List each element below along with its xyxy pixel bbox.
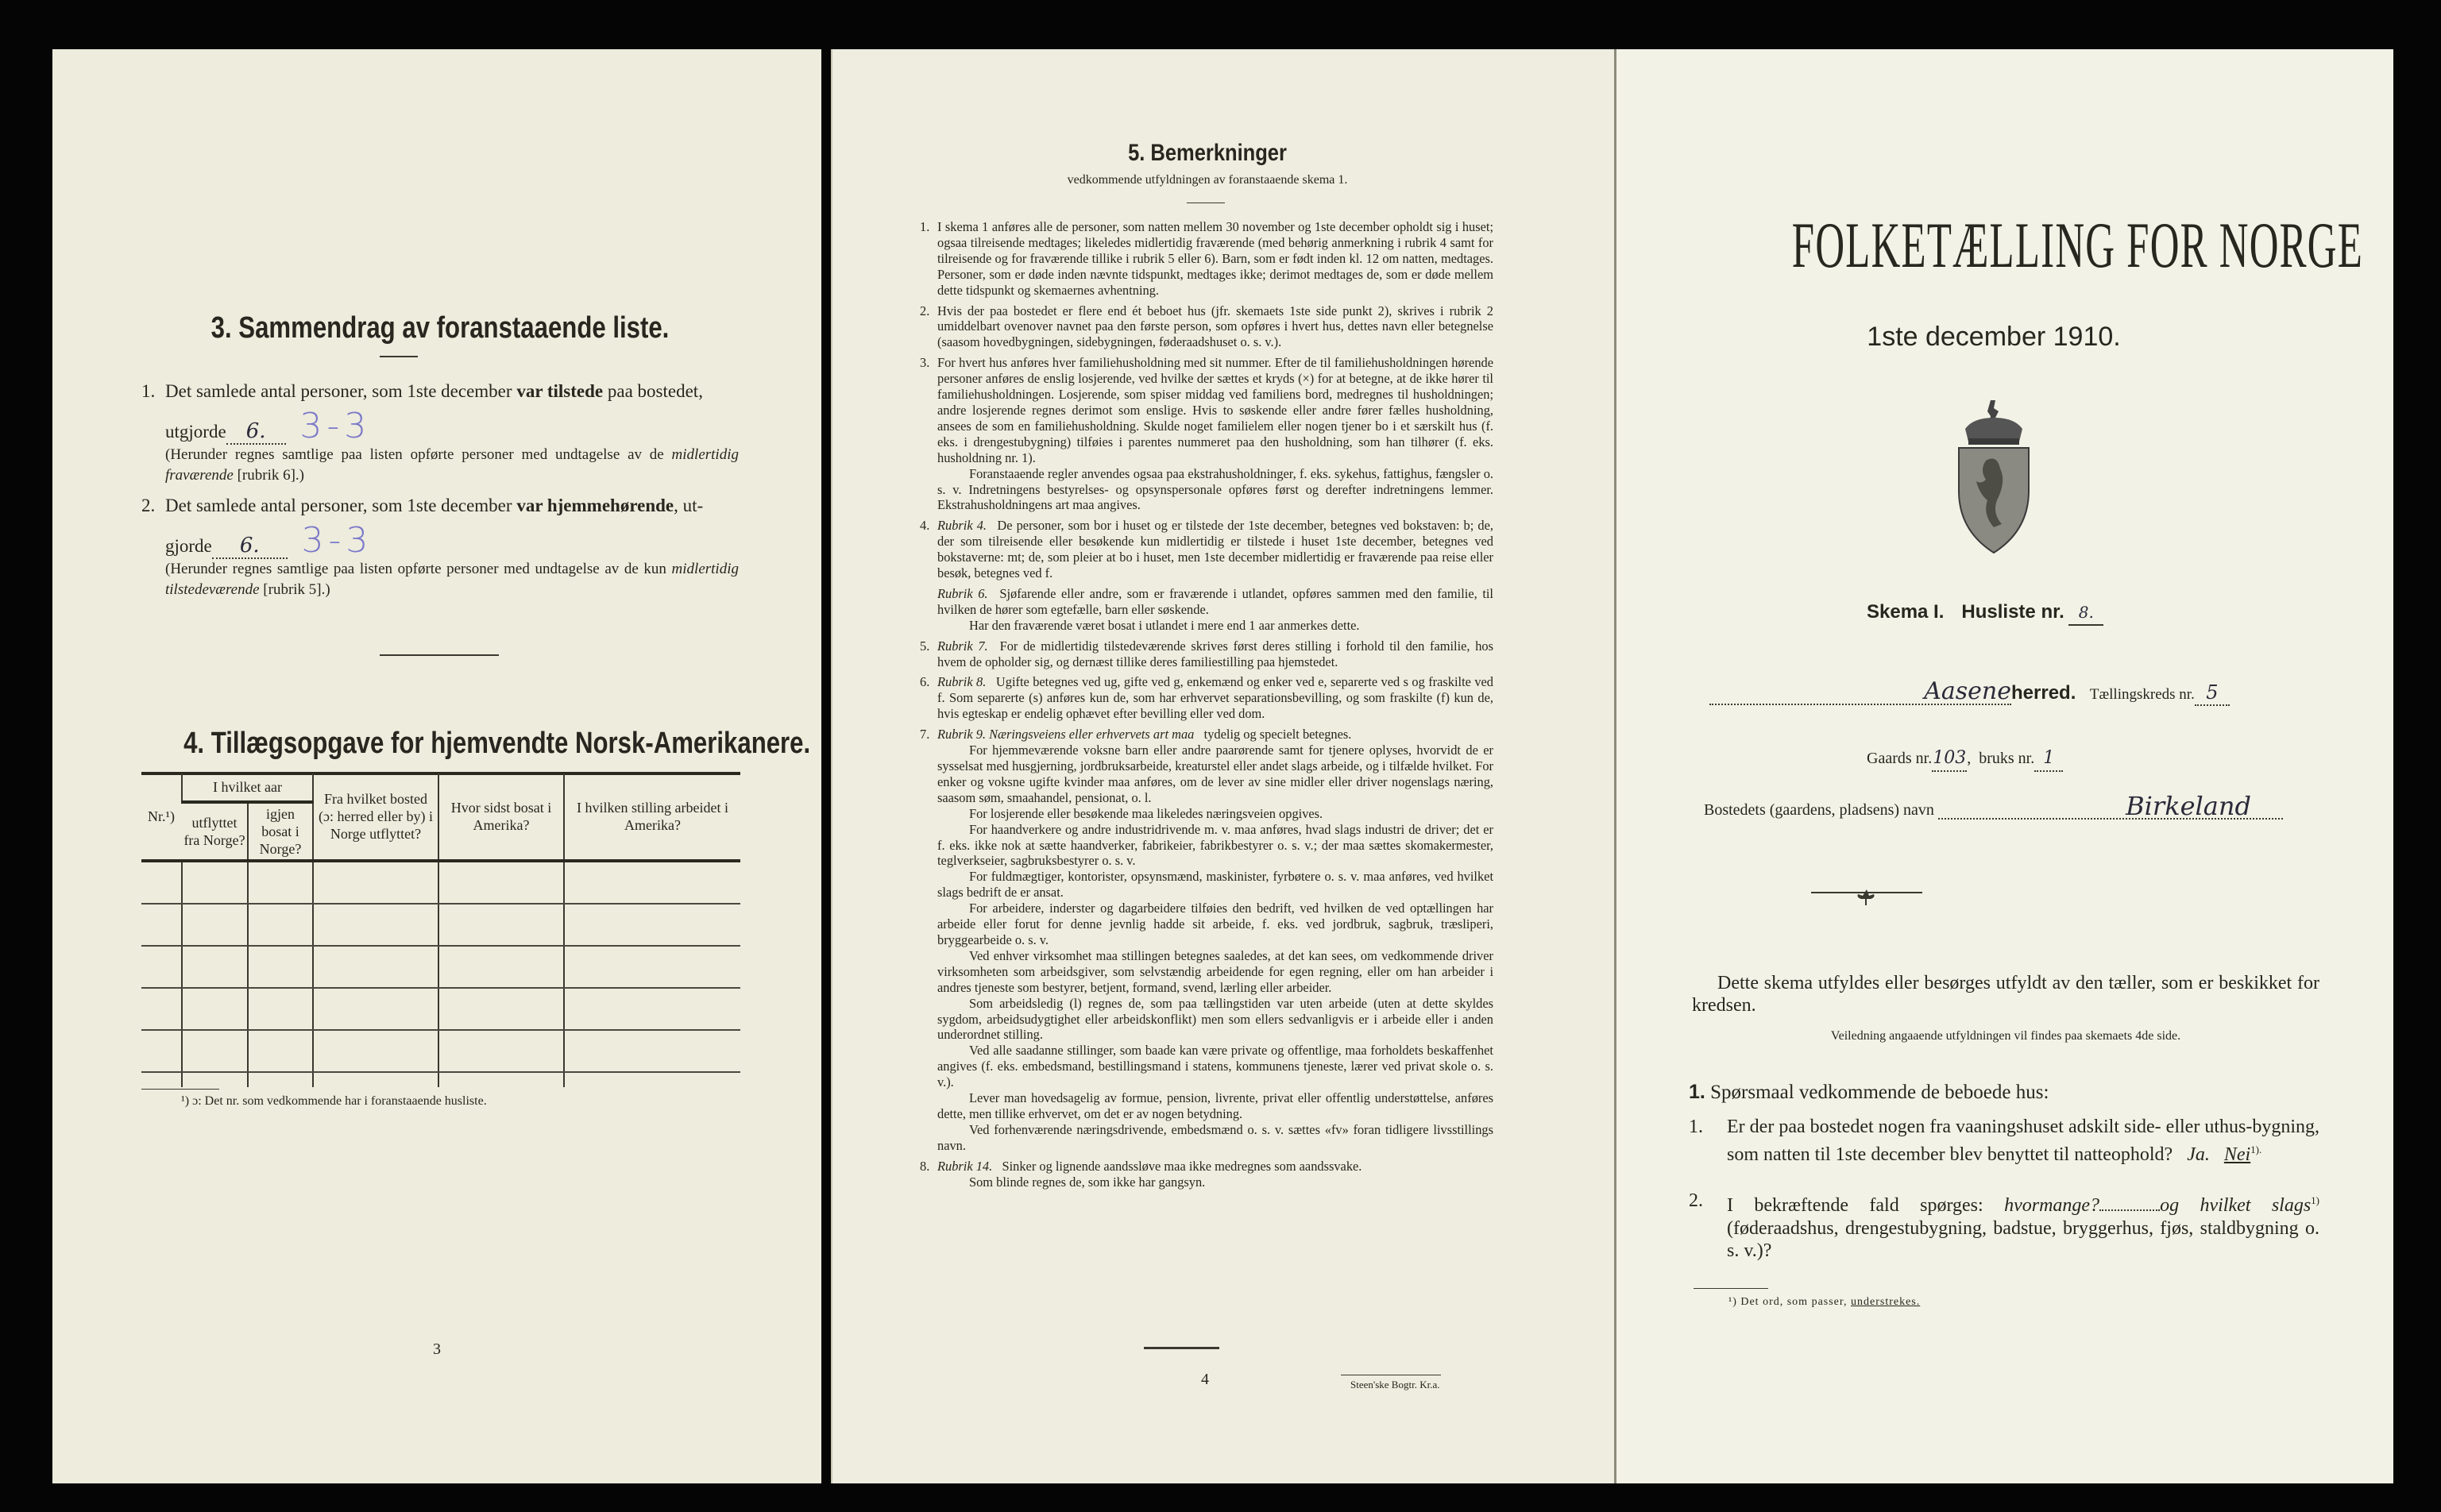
questions-heading	[1689, 1080, 2049, 1105]
table-cell[interactable]	[248, 904, 313, 946]
remark-text: For de midlertidig tilstedeværende skrives først deres stilling i forhold til den familie, hos hvem de opholder sig, og dernæst tillike deres familiestilling paa hjemstedet.	[937, 638, 1494, 669]
remark-label: Rubrik 4.	[937, 518, 987, 534]
census-title: FOLKETÆLLING FOR NORGE	[1791, 209, 2364, 281]
item-text: Det samlede antal personer, som 1ste december	[165, 381, 517, 401]
remark-paragraph: Ved alle saadanne stillinger, som baade kan være private og offentlige, maa forholdets beskaffenhet angives (f. eks. embedsmand, bestillingsmand i statens, kommunens tjeneste, lærer ved privat skole o. s. v.).	[937, 1043, 1493, 1090]
remark-item	[920, 518, 1493, 633]
col-from: Fra hvilket bosted (ɔ: herred eller by) i Norge utflyttet?	[313, 773, 438, 861]
fill-label: gjorde	[165, 536, 212, 556]
remarks-subtitle: vedkommende utfyldningen av foranstaaende skema 1.	[1067, 173, 1348, 187]
norwegian-americans-table	[141, 773, 740, 1087]
table-cell[interactable]	[182, 904, 248, 946]
remark-label: Rubrik 7.	[937, 638, 988, 654]
page-number: 3	[433, 1340, 441, 1358]
skema-line	[1867, 600, 2103, 626]
table-cell[interactable]	[141, 988, 182, 1030]
section-3-title: 3. Sammendrag av foranstaaende liste.	[210, 311, 670, 345]
item-text: Det samlede antal personer, som 1ste december	[165, 496, 517, 515]
summary-item-1	[141, 380, 739, 486]
question-number: 1.	[1689, 1117, 1703, 1137]
remark-text: I skema 1 anføres alle de personer, som natten mellem 30 november og 1ste december opholdt sig i huset; ogsaa tilreisende medtages; likeledes midlertidig fraværende (med behørig anmerkning i rubrik 4 samt for tilreisende og for fraværende tillike i rubrik 5 eller 6). Barn, som er født inden kl. 12 om natten, medtages. Personer, som er døde inden nævnte tidspunkt, medtages ikke; derimot medtages de, som er døde mellem dette tidspunkt og skemaernes avhentning.	[937, 219, 1493, 298]
table-row	[141, 988, 740, 1030]
coat-of-arms-icon	[1954, 397, 2034, 556]
table-cell[interactable]	[141, 904, 182, 946]
herred-field[interactable]: Aasene	[1709, 680, 2011, 705]
remark-item	[920, 674, 1493, 722]
table-cell[interactable]	[248, 946, 313, 988]
table-cell[interactable]	[182, 1030, 248, 1072]
how-many-field[interactable]	[2099, 1195, 2160, 1211]
remark-paragraph: Ved enhver virksomhet maa stillingen betegnes saaledes, at det kan sees, om vedkommende driver virksomheten som arbeidsgiver, som selvstændig arbeidende for egen regning, eller om han arbeider i andres tjeneste som bestyrer, betjent, formand, svend, lærling eller arbeider.	[937, 947, 1493, 995]
col-back: igjen bosat i Norge?	[248, 802, 313, 861]
divider	[1144, 1347, 1219, 1349]
table-cell[interactable]	[313, 904, 438, 946]
divider	[380, 356, 418, 357]
bruks-number-field[interactable]: 1	[2034, 746, 2063, 772]
present-count-field[interactable]: 6.	[226, 419, 286, 445]
remark-number: 6.	[920, 674, 930, 690]
remark-paragraph: Har den fraværende været bosat i utlandet i mere end 1 aar anmerkes dette.	[969, 617, 1360, 633]
remark-paragraph: For arbeidere, inderster og dagarbeidere tilføies den bedrift, ved hvilken de ved optællingen har arbeide eller forut for denne jevnlig hadde sit arbeide, f. eks. ved jordbruk, sagbruk, træsliperi, bryggearbeide o. s. v.	[937, 901, 1493, 947]
table-cell[interactable]	[182, 861, 248, 904]
intro-text: Dette skema utfyldes eller besørges utfyldt av den tæller, som er beskikket for kredsen.	[1692, 973, 2319, 1016]
gaards-line: Gaards nr.103, bruks nr. 1	[1867, 746, 2063, 772]
remark-paragraph: For hjemmeværende voksne barn eller andre paarørende samt for tjenere oplyses, hvorvidt de er sysselsat med husgjerning, jordbruksarbeide, kreaturstel eller andet slags arbeide, og i tilfælde hvilket. For enker og voksne ugifte kvinder maa anføres, om de lever av sine midler eller driver nogenslags næring, saasom søm, smaahandel, pensionat, o. l.	[937, 742, 1493, 805]
table-cell[interactable]	[313, 946, 438, 988]
remark-paragraph: Som blinde regnes de, som ikke har gangsyn.	[969, 1174, 1206, 1190]
table-cell[interactable]	[182, 946, 248, 988]
table-cell[interactable]	[141, 1030, 182, 1072]
section-4-title: 4. Tillægsopgave for hjemvendte Norsk-Amerikanere.	[183, 727, 811, 760]
table-cell[interactable]	[564, 904, 740, 946]
husliste-label: Husliste nr.	[1961, 601, 2064, 623]
item-text-bold: var tilstede	[516, 381, 604, 401]
remark-paragraph: Rubrik 6. Sjøfarende eller andre, som er fraværende i utlandet, opføres sammen med den familie, til hvilken de hører som egtefælle, barn eller søskende.	[937, 585, 1493, 617]
kreds-number-field[interactable]: 5	[2195, 681, 2230, 706]
remark-paragraph: For haandverkere og andre industridrivende m. v. maa anføres, hvad slags industri de driver; det er f. eks. ikke nok at sætte haandverker, fabrikeier, fabrikbestyrer o. s. v.; der maa sættes skomakermester, teglverkseier, sagbruksbestyrer o. s. v.	[937, 821, 1493, 869]
item-note: (Herunder regnes samtlige paa listen opførte personer med undtagelse av de midlertidig fraværende [rubrik 6].)	[165, 446, 739, 484]
col-out: utflyttet fra Norge?	[183, 815, 245, 848]
col-group-year: I hvilket aar	[182, 773, 313, 802]
page-3	[52, 49, 821, 1483]
remark-label: Rubrik 8.	[937, 674, 987, 690]
table-cell[interactable]	[182, 988, 248, 1030]
col-job: I hvilken stilling arbeidet i Amerika?	[564, 773, 740, 861]
item-number: 1.	[141, 381, 156, 401]
table-cell[interactable]	[313, 861, 438, 904]
question-text: Er der paa bostedet nogen fra vaaningshuset adskilt side- eller uthus-bygning, som natten til 1ste december blev benyttet til natteophold?	[1727, 1117, 2319, 1165]
remark-number: 8.	[920, 1158, 930, 1174]
item-text: paa bostedet,	[603, 381, 703, 401]
herred-label: herred.	[2011, 682, 2076, 704]
bosted-line	[1704, 791, 2283, 822]
col-nr: Nr.¹)	[148, 808, 175, 824]
remark-paragraph: Lever man hovedsagelig av formue, pension, livrente, privat eller offentlig understøttelse, anføres dette, men tillike erhvervet, om det er av nogen betydning.	[937, 1090, 1493, 1121]
section-title: Spørsmaal vedkommende de beboede hus:	[1710, 1082, 2049, 1103]
remark-item	[920, 303, 1493, 351]
table-cell[interactable]	[564, 988, 740, 1030]
table-cell[interactable]	[438, 946, 564, 988]
remark-number: 2.	[920, 303, 930, 318]
census-date: 1ste december 1910.	[1867, 322, 2121, 352]
remark-text: For hvert hus anføres hver familiehusholdning med sit nummer. Efter de til familiehusholdningen hørende personer anføres de enslig losjerende, ved hvilke der sættes et kryds (×) for at betegne, at de ikke hører til familiehusholdningen. Losjerende, som spiser middag ved familiens bord, medregnes til husholdningen; andre losjerende regnes derimot som enslige. Hvis to søskende eller andre fører fælles husholdning, ansees de som en familiehusholdning. Skulde noget familielem eller nogen tjener bo i et særskilt hus (f. eks. i drengestubygning) tilføies i parentes nummeret paa den husholdning, som han tilhører (f. eks. husholdning nr. 1).	[937, 355, 1493, 465]
question-number: 2.	[1689, 1190, 1703, 1211]
footnote: ¹) Det ord, som passer, understrekes.	[1728, 1296, 1921, 1308]
remark-number: 7.	[920, 727, 930, 742]
remark-text: Ugifte betegnes ved ug, gifte ved g, enkemænd og enker ved e, separerte ved s og fraskilte ved f. Som separerte (s) anføres kun de, som har erhvervet separationsbevilling, og som fraskilte (f) kun de, hvis egteskap er endelig ophævet efter bevilling eller ved dom.	[937, 674, 1493, 722]
table-cell[interactable]	[248, 861, 313, 904]
remark-label: Rubrik 9. Næringsveiens eller erhvervets art maa	[937, 727, 1195, 742]
table-cell[interactable]	[438, 904, 564, 946]
fill-label: utgjorde	[165, 422, 226, 442]
remark-text: De personer, som bor i huset og er tilstede der 1ste december, betegnes ved bokstaven: b; de, der som tilreisende eller besøkende kun midlertidig er tilstede i huset 1ste december, betegnes ved bokstaverne: mt; de, som pleier at bo i huset, men 1ste december midlertidig er fraværende paa reise eller besøk, betegnes ved f.	[937, 518, 1493, 581]
table-cell[interactable]	[564, 946, 740, 988]
gaards-number-field[interactable]: 103	[1932, 746, 1967, 772]
table-cell[interactable]	[141, 861, 182, 904]
footnote-rule	[1694, 1288, 1768, 1289]
remark-label: Rubrik 14.	[937, 1158, 993, 1174]
remark-paragraph: Som arbeidsledig (l) regnes de, som paa tællingstiden var uten arbeide (uten at dette skyldes sygdom, arbeidsudygtighet eller arbeidskonflikt) men som ellers sedvanligvis er i arbeide eller i anden underordnet stilling.	[937, 995, 1493, 1043]
remark-paragraph: For losjerende eller besøkende maa likeledes næringsveien opgives.	[969, 805, 1323, 821]
table-cell[interactable]	[141, 946, 182, 988]
remark-number: 4.	[920, 518, 930, 534]
remark-text: Hvis der paa bostedet er flere end ét beboet hus (jfr. skemaets 1ste side punkt 2), skrives i rubrik 2 umiddelbart ovenover navnet paa den første person, som opføres i hvert hus, dettes navn eller betegnelse (saasom hovedbygningen, sidebygningen, føderaadshuset o. s. v.).	[937, 303, 1493, 350]
table-cell[interactable]	[438, 1030, 564, 1072]
table-cell[interactable]	[248, 988, 313, 1030]
gaards-label: Gaards nr.	[1867, 750, 1933, 767]
remark-number: 5.	[920, 638, 930, 654]
summary-item-2	[141, 494, 739, 600]
kreds-label: Tællingskreds nr.	[2089, 686, 2195, 703]
footnote-rule	[141, 1089, 219, 1090]
item-text: , ut-	[674, 496, 704, 515]
col-where: Hvor sidst bosat i Amerika?	[438, 773, 564, 861]
remark-item	[920, 727, 1493, 1153]
remark-paragraph: Foranstaaende regler anvendes ogsaa paa ekstrahusholdninger, f. eks. sykehus, fattighus, fængsler o. s. v. Indretningens bestyrelses- og opsynspersonale opføres først og derefter indretningens lemmer. Ekstrahusholdningens art maa angives.	[937, 465, 1493, 513]
remark-item	[920, 1159, 1493, 1190]
remark-item	[920, 219, 1493, 299]
table-row	[141, 1030, 740, 1072]
table-cell[interactable]	[438, 861, 564, 904]
question-2: 2. I bekræftende fald spørges: hvormange? og hvilket slags$^{1)}$ (føderaadshus, drengestubygning, badstue, bryggerhus, fjøs, staldbygning o. s. v.)?	[1689, 1190, 2320, 1261]
table-row	[141, 861, 740, 904]
table-cell[interactable]	[438, 988, 564, 1030]
bosted-label: Bostedets (gaardens, pladsens) navn	[1704, 801, 1934, 819]
remark-number: 1.	[920, 219, 930, 234]
table-cell[interactable]	[564, 1030, 740, 1072]
remarks-list	[920, 219, 1493, 1194]
ornament-icon	[1811, 888, 1922, 912]
resident-count-field[interactable]: 6.	[212, 534, 288, 559]
item-note: (Herunder regnes samtlige paa listen opførte personer med undtagelse av de kun midlertidig tilstedeværende [rubrik 5].)	[165, 561, 739, 598]
remark-paragraph: For fuldmægtiger, kontorister, opsynsmænd, maskinister, fyrbøtere o. s. v. maa anføres, ved hvilket slags bedrift de er ansat.	[937, 869, 1493, 901]
item-text-bold: var hjemmehørende	[516, 496, 674, 515]
remark-item	[920, 355, 1493, 513]
resident-count-annotation: 3-3	[301, 520, 373, 561]
divider	[1187, 202, 1225, 203]
skema-label: Skema I.	[1867, 601, 1945, 623]
answer-no-selected[interactable]: Nei	[2223, 1144, 2251, 1165]
remark-number: 3.	[920, 355, 930, 371]
item-number: 2.	[141, 496, 156, 515]
page-number: 4	[1201, 1371, 1209, 1388]
table-cell[interactable]	[564, 861, 740, 904]
table-cell[interactable]	[313, 988, 438, 1030]
answer-yes[interactable]: Ja.	[2187, 1144, 2210, 1165]
question-1: 1. Er der paa bostedet nogen fra vaaningshuset adskilt side- eller uthus-bygning, som natten til 1ste december blev benyttet til natteophold? Ja. Nei$^{1).}$	[1689, 1117, 2319, 1165]
remark-text: Sinker og lignende aandssløve maa ikke medregnes som aandssvake.	[1002, 1158, 1362, 1174]
present-count-annotation: 3-3	[299, 406, 372, 446]
husliste-number-field[interactable]: 8.	[2068, 600, 2103, 626]
table-row	[141, 946, 740, 988]
section-number: 1.	[1689, 1081, 1705, 1103]
table-cell[interactable]	[248, 1030, 313, 1072]
remark-item	[920, 638, 1493, 670]
divider	[380, 654, 499, 656]
remark-paragraph: Ved forhenværende næringsdrivende, embedsmænd o. s. v. sættes «fv» foran tidligere livsstillings navn.	[937, 1121, 1493, 1153]
printer-imprint: Steen'ske Bogtr. Kr.a.	[1350, 1379, 1440, 1390]
guide-text: Veiledning angaaende utfyldningen vil findes paa skemaets 4de side.	[1830, 1029, 2181, 1043]
table-cell[interactable]	[313, 1030, 438, 1072]
bruks-label: bruks nr.	[1979, 750, 2035, 767]
table-row	[141, 904, 740, 946]
bosted-name-field[interactable]: Birkeland	[1938, 794, 2283, 820]
footnote: ¹) ɔ: Det nr. som vedkommende har i foranstaaende husliste.	[181, 1094, 487, 1108]
herred-line	[1709, 677, 2230, 707]
remark-text: tydelig og specielt betegnes.	[1203, 727, 1352, 742]
remarks-title: 5. Bemerkninger	[1128, 140, 1287, 166]
